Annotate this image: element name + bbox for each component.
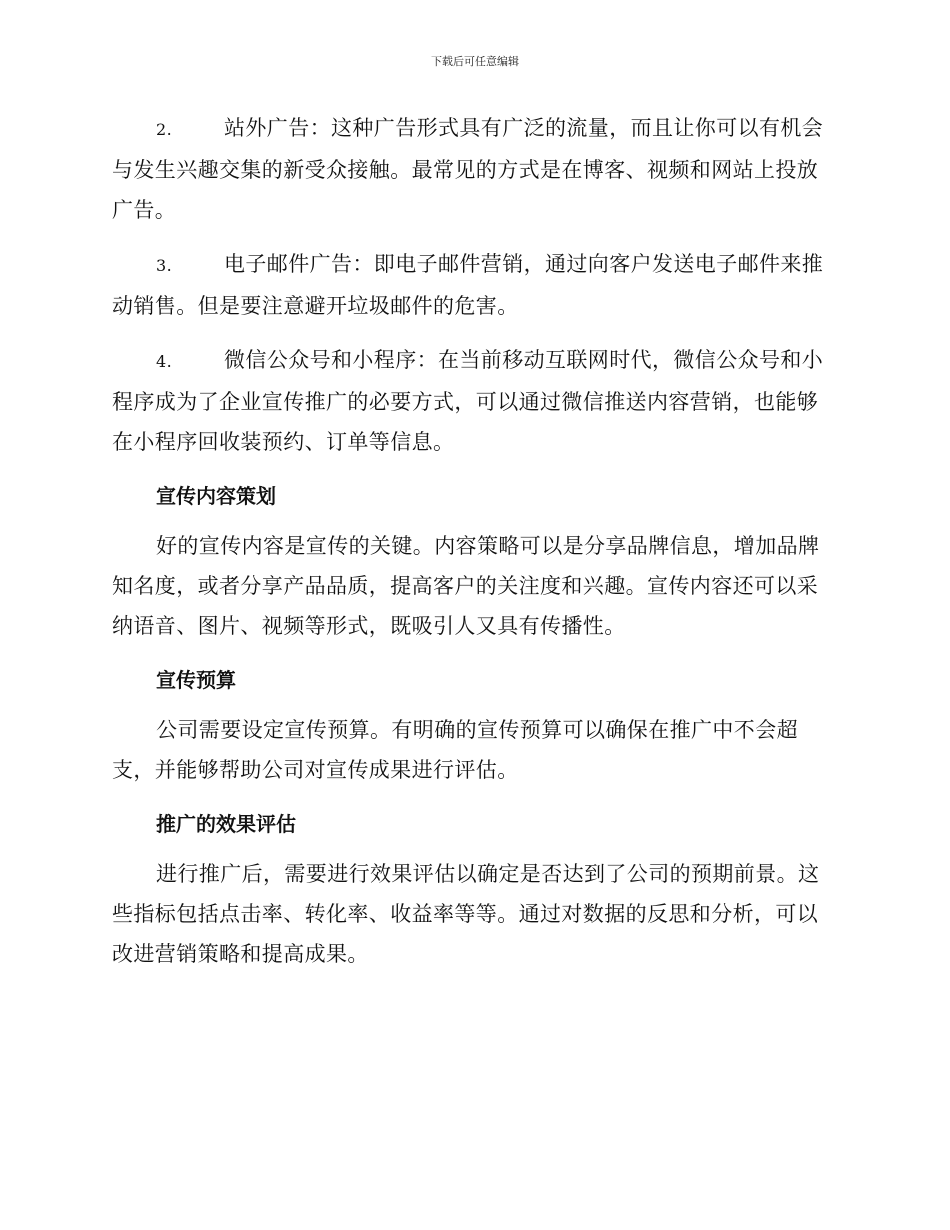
section-heading-evaluation: 推广的效果评估 (156, 812, 296, 836)
page-header: 下载后可任意编辑 (431, 55, 519, 68)
list-item-number: 4. (156, 352, 173, 371)
list-item (112, 108, 837, 230)
list-item-text: 电子邮件广告：即电子邮件营销，通过向客户发送电子邮件来推动销售。但是要注意避开垃圾邮件的危害。 (112, 252, 824, 318)
section-heading-budget: 宣传预算 (156, 668, 236, 692)
list-item (112, 340, 837, 462)
section-body-budget: 公司需要设定宣传预算。有明确的宣传预算可以确保在推广中不会超支，并能够帮助公司对宣传成果进行评估。 (112, 718, 798, 782)
list-item (112, 244, 837, 326)
list-item-number: 2. (156, 120, 173, 139)
document-body (112, 108, 837, 988)
list-item-text: 站外广告：这种广告形式具有广泛的流量，而且让你可以有机会与发生兴趣交集的新受众接触。最常见的方式是在博客、视频和网站上投放广告。 (112, 116, 824, 222)
section-body-content-planning: 好的宣传内容是宣传的关键。内容策略可以是分享品牌信息，增加品牌知名度，或者分享产品品质，提高客户的关注度和兴趣。宣传内容还可以采纳语音、图片、视频等形式，既吸引人又具有传播性。 (112, 534, 820, 638)
list-item-text: 微信公众号和小程序：在当前移动互联网时代，微信公众号和小程序成为了企业宣传推广的必要方式，可以通过微信推送内容营销，也能够在小程序回收装预约、订单等信息。 (112, 348, 824, 454)
section-body-evaluation: 进行推广后，需要进行效果评估以确定是否达到了公司的预期前景。这些指标包括点击率、转化率、收益率等等。通过对数据的反思和分析，可以改进营销策略和提高成果。 (112, 862, 820, 966)
section-heading-content-planning: 宣传内容策划 (156, 484, 276, 508)
list-item-number: 3. (156, 256, 173, 275)
